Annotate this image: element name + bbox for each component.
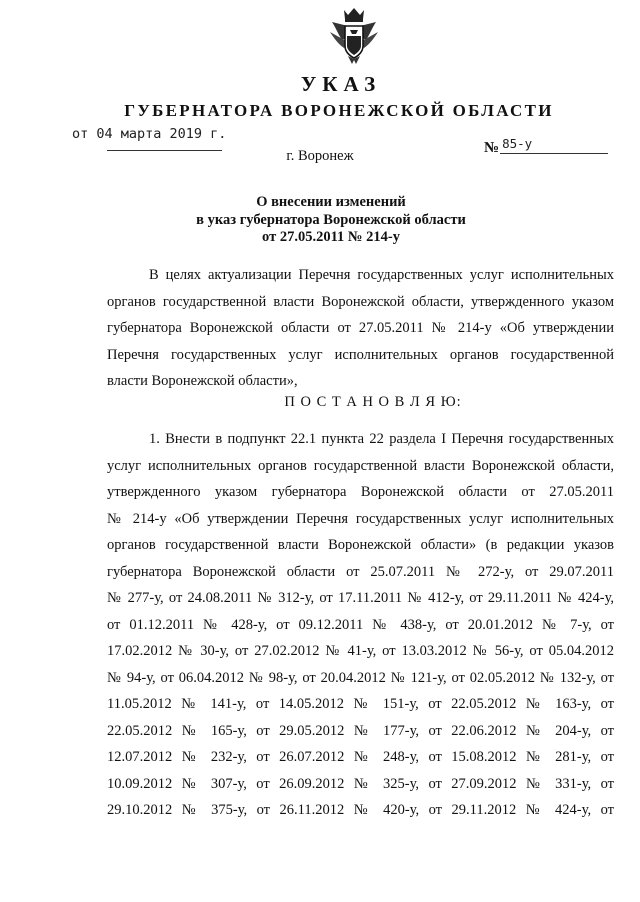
heading-line-1: О внесении изменений <box>256 194 406 210</box>
paragraph-line: губернатора Воронежской области от 27.05.2011 № 214-у «Об утверждении <box>107 320 614 336</box>
document-heading <box>0 194 640 247</box>
paragraph-line: 12.07.2012 № 232-у, от 26.07.2012 № 248-у, от 15.08.2012 № 281-у, от <box>107 749 614 765</box>
paragraph-line: № 94-у, от 06.04.2012 № 98-у, от 20.04.2012 № 121-у, от 02.05.2012 № 132-у, от <box>107 669 614 686</box>
intro-paragraph <box>107 262 614 395</box>
document-type-title: УКАЗ <box>300 72 382 96</box>
heading-line-2: в указ губернатора Воронежской области <box>196 211 466 228</box>
decree-word: П О С Т А Н О В Л Я Ю: <box>284 394 462 410</box>
paragraph-line: от 01.12.2011 № 428-у, от 09.12.2011 № 438-у, от 20.01.2012 № 7-у, от <box>107 616 614 633</box>
paragraph-line: 29.10.2012 № 375-у, от 26.11.2012 № 420-у, от 29.11.2012 № 424-у, от <box>107 802 614 818</box>
paragraph-line: власти Воронежской области», <box>107 373 298 389</box>
paragraph-line: В целях актуализации Перечня государственных услуг исполнительных <box>149 267 614 283</box>
city-name: г. Воронеж <box>286 148 354 164</box>
paragraph-line: 10.09.2012 № 307-у, от 26.09.2012 № 325-у, от 27.09.2012 № 331-у, от <box>107 775 614 792</box>
paragraph-line: № 277-у, от 24.08.2011 № 312-у, от 17.11.2011 № 412-у, от 29.11.2011 № 424-у, <box>107 590 614 606</box>
paragraph-line: 11.05.2012 № 141-у, от 14.05.2012 № 151-у, от 22.05.2012 № 163-у, от <box>107 696 614 712</box>
heading-line-3: от 27.05.2011 № 214-у <box>262 229 400 245</box>
document-date: от 04 марта 2019 г. <box>72 126 227 142</box>
paragraph-line: органов государственной власти Воронежской области, утвержденного указом <box>107 293 614 310</box>
paragraph-line: губернатора Воронежской области от 25.07.2011 № 272-у, от 29.07.2011 <box>107 563 614 580</box>
paragraph-line: № 214-у «Об утверждении Перечня государственных услуг исполнительных <box>107 510 614 527</box>
number-sign: № <box>484 140 500 156</box>
number-value: 85-у <box>502 136 533 151</box>
paragraph-line: Перечня государственных услуг исполнительных органов государственной <box>107 346 614 363</box>
issuer-subtitle: ГУБЕРНАТОРА ВОРОНЕЖСКОЙ ОБЛАСТИ <box>124 101 554 120</box>
paragraph-line: утвержденного указом губернатора Воронежской области от 27.05.2011 <box>107 484 614 500</box>
item-1-paragraph <box>107 426 614 824</box>
paragraph-line: органов государственной власти Воронежской области» (в редакции указов <box>107 537 614 553</box>
coat-of-arms-icon <box>326 6 382 70</box>
paragraph-line: услуг исполнительных органов государственной власти Воронежской области, <box>107 457 614 474</box>
paragraph-line: 22.05.2012 № 165-у, от 29.05.2012 № 177-у, от 22.06.2012 № 204-у, от <box>107 722 614 739</box>
paragraph-line: 1. Внести в подпункт 22.1 пункта 22 раздела I Перечня государственных <box>149 431 614 447</box>
paragraph-line: 17.02.2012 № 30-у, от 27.02.2012 № 41-у, от 13.03.2012 № 56-у, от 05.04.2012 <box>107 643 614 659</box>
